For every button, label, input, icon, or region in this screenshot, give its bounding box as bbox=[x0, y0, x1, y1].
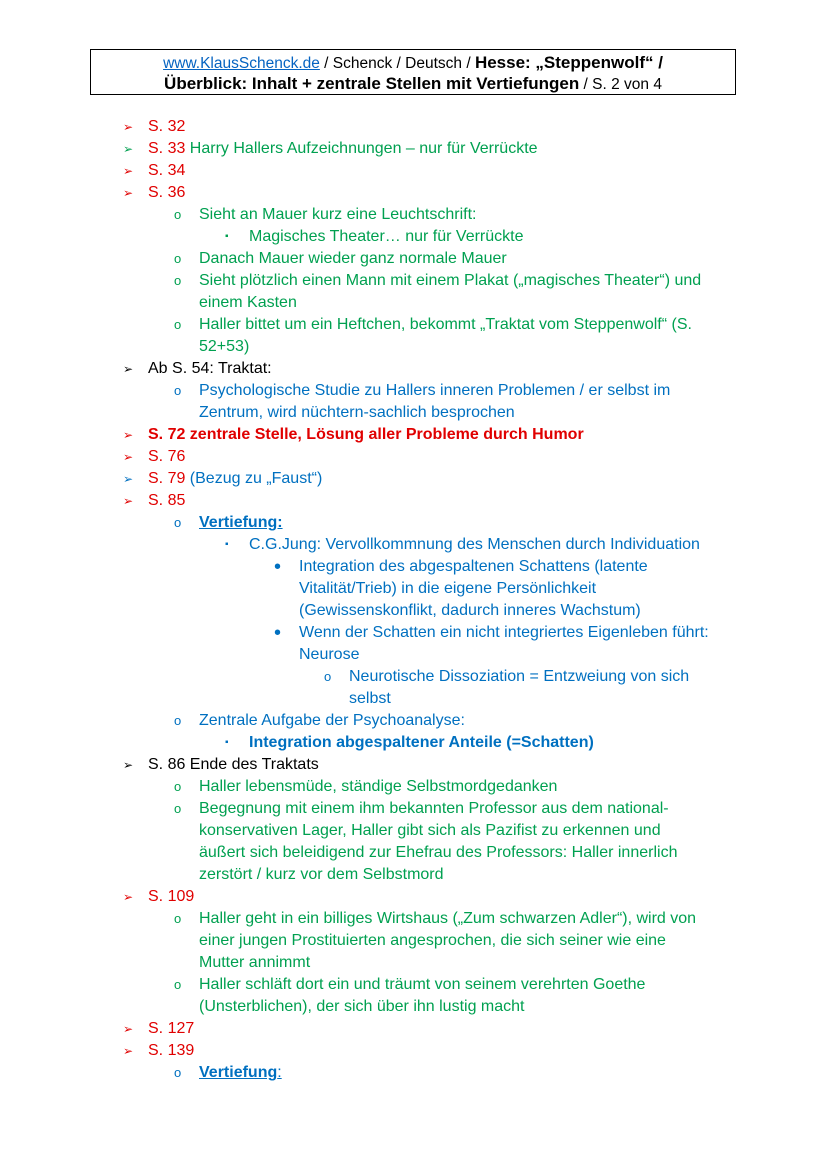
sub-item-continued: einem Kasten bbox=[199, 294, 297, 311]
item-s109: S. 109 bbox=[148, 888, 195, 905]
header-line-2 bbox=[91, 74, 735, 95]
arrow-bullet-icon: ➢ bbox=[123, 890, 134, 904]
arrow-bullet-icon: ➢ bbox=[123, 428, 134, 442]
circle-bullet-icon: o bbox=[174, 207, 182, 222]
sub-item: Haller schläft dort ein und träumt von seinem verehrten Goethe bbox=[199, 976, 646, 993]
sub-item: Psychologische Studie zu Hallers inneren Problemen / er selbst im bbox=[199, 382, 671, 399]
level5-item-continued: selbst bbox=[349, 690, 391, 707]
item-s86: S. 86 Ende des Traktats bbox=[148, 756, 319, 773]
sub-item: Sieht an Mauer kurz eine Leuchtschrift: bbox=[199, 206, 477, 223]
arrow-bullet-icon: ➢ bbox=[123, 120, 134, 134]
circle-bullet-icon: o bbox=[174, 383, 182, 398]
sub-item-continued: Zentrum, wird nüchtern-sachlich besprochen bbox=[199, 404, 515, 421]
arrow-bullet-icon: ➢ bbox=[123, 450, 134, 464]
item-s76: S. 76 bbox=[148, 448, 186, 465]
header-title-1: Hesse: „Steppenwolf“ / bbox=[474, 53, 663, 72]
item-s127: S. 127 bbox=[148, 1020, 195, 1037]
square-bullet-icon: ▪ bbox=[225, 231, 229, 242]
circle-bullet-icon: o bbox=[174, 911, 182, 926]
arrow-bullet-icon: ➢ bbox=[123, 186, 134, 200]
level4-item: Wenn der Schatten ein nicht integriertes Eigenleben führt: bbox=[299, 624, 709, 641]
item-s32: S. 32 bbox=[148, 118, 186, 135]
item-text: (Bezug zu „Faust“) bbox=[185, 470, 323, 487]
site-link[interactable]: www.KlausSchenck.de bbox=[163, 55, 320, 72]
header-title-2: Überblick: Inhalt + zentrale Stellen mit Vertiefungen bbox=[164, 74, 580, 93]
arrow-bullet-icon: ➢ bbox=[123, 494, 134, 508]
document-header bbox=[90, 49, 736, 95]
level4-item-continued: Vitalität/Trieb) in die eigene Persönlichkeit bbox=[299, 580, 597, 597]
square-bullet-icon: ▪ bbox=[225, 737, 229, 748]
arrow-bullet-icon: ➢ bbox=[123, 1022, 134, 1036]
vertiefung-colon: : bbox=[277, 1064, 282, 1081]
circle-bullet-icon: o bbox=[174, 273, 182, 288]
item-s85: S. 85 bbox=[148, 492, 186, 509]
arrow-bullet-icon: ➢ bbox=[123, 472, 134, 486]
circle-bullet-icon: o bbox=[174, 515, 182, 530]
level5-item: Neurotische Dissoziation = Entzweiung von sich bbox=[349, 668, 690, 685]
level4-item-continued: Neurose bbox=[299, 646, 360, 663]
item-text: Harry Hallers Aufzeichnungen – nur für Verrückte bbox=[185, 140, 538, 157]
vertiefung-heading-2 bbox=[199, 1062, 282, 1084]
sub-item-continued: 52+53) bbox=[199, 338, 250, 355]
level4-item: Integration des abgespaltenen Schattens (latente bbox=[299, 558, 648, 575]
item-s33 bbox=[148, 138, 538, 160]
vertiefung-heading: Vertiefung: bbox=[199, 514, 283, 531]
sub-item-continued: konservativen Lager, Haller gibt sich als Pazifist zu erkennen und bbox=[199, 822, 661, 839]
item-s34: S. 34 bbox=[148, 162, 186, 179]
item-s72: S. 72 zentrale Stelle, Lösung aller Probleme durch Humor bbox=[148, 426, 584, 443]
circle-bullet-icon: o bbox=[174, 1065, 182, 1080]
sub-item: Sieht plötzlich einen Mann mit einem Plakat („magisches Theater“) und bbox=[199, 272, 702, 289]
circle-bullet-icon: o bbox=[174, 779, 182, 794]
circle-bullet-icon: o bbox=[174, 801, 182, 816]
sub-item-continued: Mutter annimmt bbox=[199, 954, 311, 971]
circle-bullet-icon: o bbox=[174, 317, 182, 332]
sub-item: Begegnung mit einem ihm bekannten Professor aus dem national- bbox=[199, 800, 669, 817]
circle-bullet-icon: o bbox=[174, 251, 182, 266]
sub-item-continued: (Unsterblichen), der sich über ihn lustig macht bbox=[199, 998, 525, 1015]
level4-item-continued: (Gewissenskonflikt, dadurch inneres Wachstum) bbox=[299, 602, 641, 619]
sub-item: Haller lebensmüde, ständige Selbstmordgedanken bbox=[199, 778, 558, 795]
arrow-bullet-icon: ➢ bbox=[123, 164, 134, 178]
sub-item-continued: zerstört / kurz vor dem Selbstmord bbox=[199, 866, 444, 883]
page-indicator: / S. 2 von 4 bbox=[579, 76, 662, 93]
sub-sub-item: Magisches Theater… nur für Verrückte bbox=[249, 228, 524, 245]
page-ref: S. 79 bbox=[148, 470, 186, 487]
item-s139: S. 139 bbox=[148, 1042, 195, 1059]
sub-sub-item: Integration abgespaltener Anteile (=Schatten) bbox=[249, 734, 594, 751]
item-s79 bbox=[148, 468, 322, 490]
square-bullet-icon: ▪ bbox=[225, 539, 229, 550]
vertiefung-word: Vertiefung bbox=[199, 1064, 278, 1081]
arrow-bullet-icon: ➢ bbox=[123, 362, 134, 376]
sub-sub-item: C.G.Jung: Vervollkommnung des Menschen durch Individuation bbox=[249, 536, 700, 553]
header-line-1 bbox=[91, 53, 735, 74]
item-s36: S. 36 bbox=[148, 184, 186, 201]
dot-bullet-icon: • bbox=[274, 622, 282, 644]
sub-item-continued: äußert sich beleidigend zur Ehefrau des Professors: Haller innerlich bbox=[199, 844, 678, 861]
circle-bullet-icon: o bbox=[174, 977, 182, 992]
sub-item: Haller bittet um ein Heftchen, bekommt „Traktat vom Steppenwolf“ (S. bbox=[199, 316, 692, 333]
arrow-bullet-icon: ➢ bbox=[123, 1044, 134, 1058]
circle-bullet-icon: o bbox=[324, 669, 332, 684]
sub-item-continued: einer jungen Prostituierten angesprochen, die sich seiner wie eine bbox=[199, 932, 666, 949]
item-s54: Ab S. 54: Traktat: bbox=[148, 360, 272, 377]
dot-bullet-icon: • bbox=[274, 556, 282, 578]
circle-bullet-icon: o bbox=[174, 713, 182, 728]
header-crumb: / Schenck / Deutsch / bbox=[319, 55, 475, 72]
sub-item: Danach Mauer wieder ganz normale Mauer bbox=[199, 250, 507, 267]
arrow-bullet-icon: ➢ bbox=[123, 758, 134, 772]
sub-item: Haller geht in ein billiges Wirtshaus („Zum schwarzen Adler“), wird von bbox=[199, 910, 697, 927]
sub-item: Zentrale Aufgabe der Psychoanalyse: bbox=[199, 712, 465, 729]
page-ref: S. 33 bbox=[148, 140, 186, 157]
arrow-bullet-icon: ➢ bbox=[123, 142, 134, 156]
